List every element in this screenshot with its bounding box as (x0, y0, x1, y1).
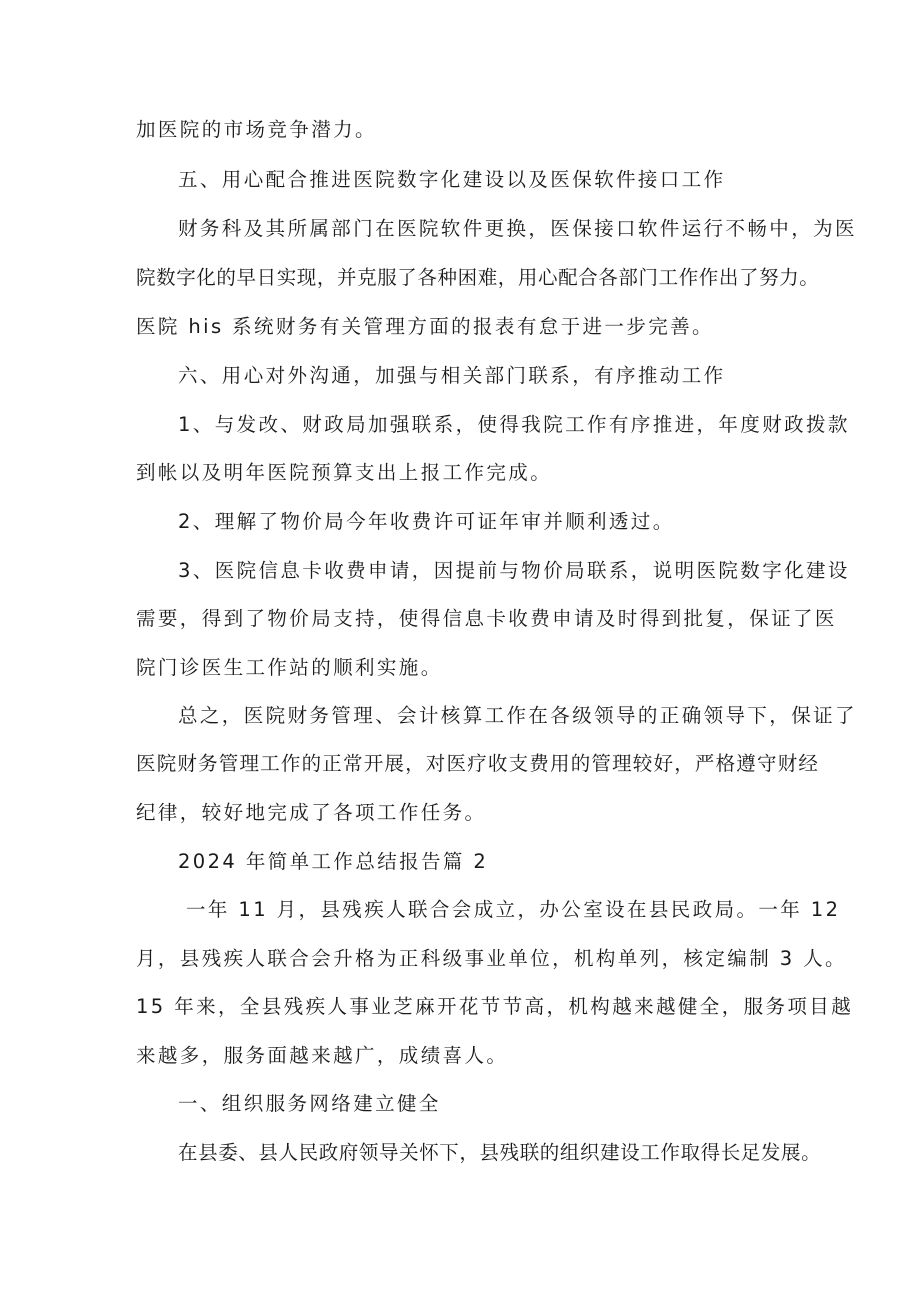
paragraph-line: 一年 11 月，县残疾人联合会成立，办公室设在县民政局。一年 12 (186, 898, 841, 921)
paragraph-line: 月，县残疾人联合会升格为正科级事业单位，机构单列，核定编制 3 人。 (136, 947, 847, 970)
paragraph-line: 需要，得到了物价局支持，使得信息卡收费申请及时得到批复，保证了医 (136, 607, 837, 630)
list-item: 3、医院信息卡收费申请，因提前与物价局联系，说明医院数字化建设 (178, 559, 850, 582)
article-title: 2024 年简单工作总结报告篇 2 (178, 850, 489, 873)
paragraph-line: 总之，医院财务管理、会计核算工作在各级领导的正确领导下，保证了 (178, 704, 857, 727)
list-item: 2、理解了物价局今年收费许可证年审并顺利透过。 (178, 510, 675, 533)
section-heading: 六、用心对外沟通，加强与相关部门联系，有序推动工作 (178, 364, 726, 387)
paragraph-line: 纪律，较好地完成了各项工作任务。 (136, 801, 487, 824)
paragraph-line: 15 年来，全县残疾人事业芝麻开花节节高，机构越来越健全，服务项目越 (136, 995, 854, 1018)
paragraph-line: 医院财务管理工作的正常开展，对医疗收支费用的管理较好，严格遵守财经 (136, 752, 820, 775)
paragraph-line: 加医院的市场竞争潜力。 (136, 118, 377, 141)
paragraph-line: 院数字化的早日实现，并克服了各种困难，用心配合各部门工作作出了努力。 (136, 266, 820, 289)
paragraph-line: 院门诊医生工作站的顺利实施。 (136, 656, 443, 679)
section-heading: 一、组织服务网络建立健全 (178, 1092, 441, 1115)
paragraph-line: 来越多，服务面越来越广，成绩喜人。 (136, 1044, 509, 1067)
paragraph-line: 在县委、县人民政府领导关怀下，县残联的组织建设工作取得长足发展。 (178, 1141, 822, 1164)
list-item: 1、与发改、财政局加强联系，使得我院工作有序推进，年度财政拨款 (178, 413, 850, 436)
paragraph-line: 医院 his 系统财务有关管理方面的报表有怠于进一步完善。 (136, 315, 714, 338)
paragraph-line: 到帐以及明年医院预算支出上报工作完成。 (136, 461, 553, 484)
section-heading: 五、用心配合推进医院数字化建设以及医保软件接口工作 (178, 168, 726, 191)
paragraph-line: 财务科及其所属部门在医院软件更换，医保接口软件运行不畅中，为医 (178, 217, 857, 240)
